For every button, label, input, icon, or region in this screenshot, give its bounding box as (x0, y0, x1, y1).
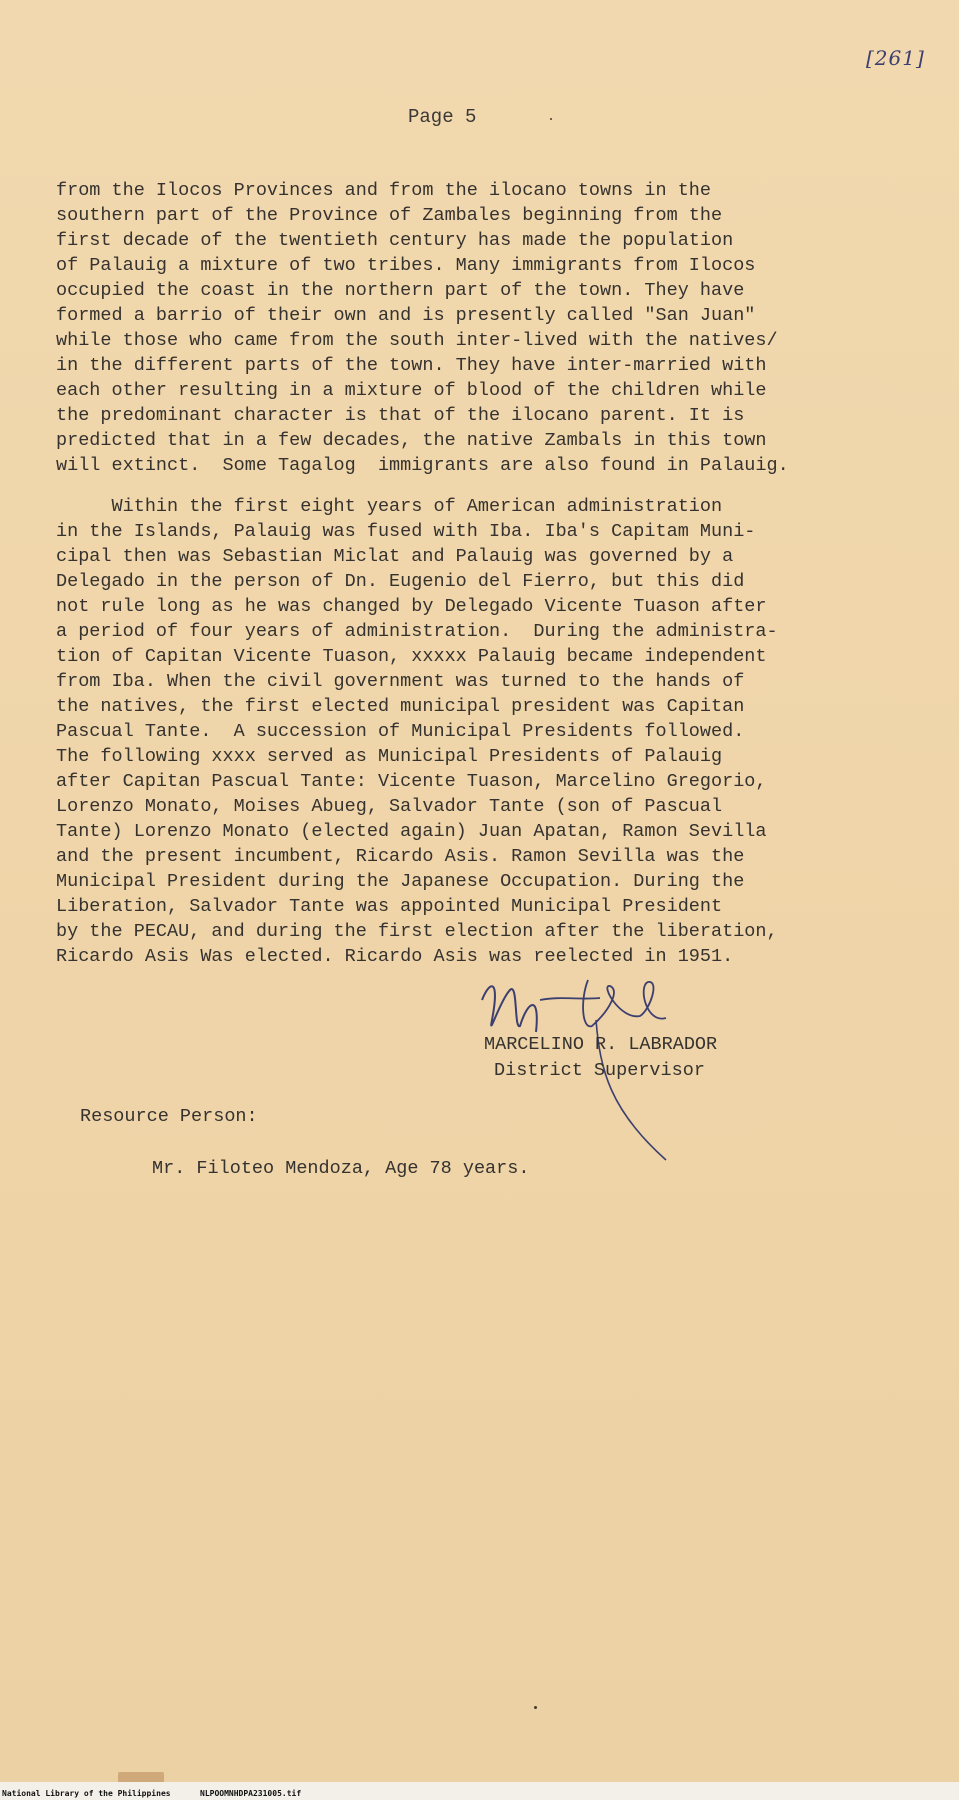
paper-speck (550, 118, 552, 120)
text-line: while those who came from the south inter-lived with the natives/ (56, 330, 778, 351)
text-line: The following xxxx served as Municipal Presidents of Palauig (56, 746, 723, 767)
text-line: first decade of the twentieth century has made the population (56, 230, 734, 251)
text-line: in the Islands, Palauig was fused with Iba. Iba's Capitam Muni- (56, 521, 756, 542)
text-line: Liberation, Salvador Tante was appointed Municipal President (56, 896, 723, 917)
text-line: by the PECAU, and during the first election after the liberation, (56, 921, 778, 942)
archive-number: [261] (866, 46, 925, 70)
text-line: occupied the coast in the northern part of the town. They have (56, 280, 745, 301)
text-line: will extinct. Some Tagalog immigrants are also found in Palauig. (56, 455, 789, 476)
text-line: in the different parts of the town. They have inter-married with (56, 355, 767, 376)
text-line: southern part of the Province of Zambales beginning from the (56, 205, 723, 226)
text-line: and the present incumbent, Ricardo Asis. Ramon Sevilla was the (56, 846, 745, 867)
text-line: each other resulting in a mixture of blood of the children while (56, 380, 767, 401)
text-line: the natives, the first elected municipal president was Capitan (56, 696, 745, 717)
resource-person-label: Resource Person: (80, 1106, 258, 1127)
paper-speck (534, 1706, 537, 1709)
text-line: from Iba. When the civil government was turned to the hands of (56, 671, 745, 692)
text-line: cipal then was Sebastian Miclat and Palauig was governed by a (56, 546, 734, 567)
text-line: Delegado in the person of Dn. Eugenio del Fierro, but this did (56, 571, 745, 592)
footer-filename: NLPOOMNHDPA231005.tif (200, 1789, 302, 1798)
text-line: Within the first eight years of American administration (56, 496, 723, 517)
footer-institution: National Library of the Philippines (2, 1789, 171, 1798)
text-line: Municipal President during the Japanese Occupation. During the (56, 871, 745, 892)
text-line: Ricardo Asis Was elected. Ricardo Asis was reelected in 1951. (56, 946, 734, 967)
text-line: after Capitan Pascual Tante: Vicente Tuason, Marcelino Gregorio, (56, 771, 767, 792)
resource-person-value: Mr. Filoteo Mendoza, Age 78 years. (152, 1158, 530, 1179)
paragraph-1 (56, 178, 789, 478)
text-line: Pascual Tante. A succession of Municipal Presidents followed. (56, 721, 745, 742)
text-line: from the Ilocos Provinces and from the ilocano towns in the (56, 180, 712, 201)
text-line: Tante) Lorenzo Monato (elected again) Juan Apatan, Ramon Sevilla (56, 821, 767, 842)
text-line: of Palauig a mixture of two tribes. Many immigrants from Ilocos (56, 255, 756, 276)
signatory-title: District Supervisor (494, 1060, 705, 1081)
paper-stain (118, 1772, 164, 1782)
paragraph-2 (56, 494, 778, 969)
text-line: Lorenzo Monato, Moises Abueg, Salvador Tante (son of Pascual (56, 796, 723, 817)
text-line: a period of four years of administration. During the administra- (56, 621, 778, 642)
text-line: tion of Capitan Vicente Tuason, xxxxx Palauig became independent (56, 646, 767, 667)
text-line: formed a barrio of their own and is presently called "San Juan" (56, 305, 756, 326)
text-line: the predominant character is that of the ilocano parent. It is (56, 405, 745, 426)
page-title: Page 5 (408, 106, 477, 128)
text-line: not rule long as he was changed by Delegado Vicente Tuason after (56, 596, 767, 617)
text-line: predicted that in a few decades, the native Zambals in this town (56, 430, 767, 451)
signatory-name: MARCELINO R. LABRADOR (484, 1034, 718, 1055)
